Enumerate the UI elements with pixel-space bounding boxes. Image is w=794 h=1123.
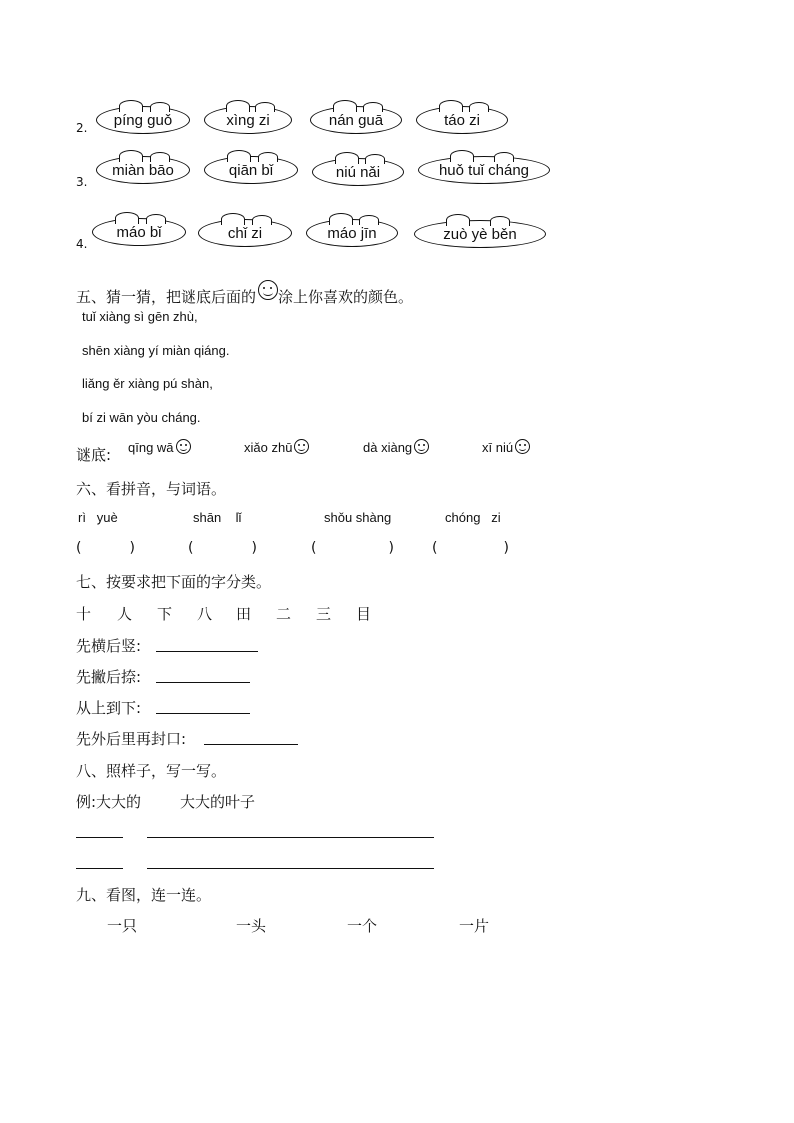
section-5-title	[76, 280, 413, 307]
section-5-title-end: 涂上你喜欢的颜色。	[278, 288, 414, 306]
smiley-icon	[258, 280, 278, 300]
pinyin-cloud: píng guǒ	[96, 106, 190, 134]
character: 三	[316, 605, 332, 623]
character: 二	[276, 605, 292, 623]
measure-word[interactable]: 一只	[107, 917, 138, 935]
character: 目	[356, 605, 372, 623]
character: 八	[197, 605, 213, 623]
smiley-icon[interactable]	[414, 439, 429, 454]
answer-blank[interactable]: ( )	[76, 540, 135, 556]
smiley-icon[interactable]	[294, 439, 309, 454]
answer-item: qīng wā	[128, 439, 191, 455]
example-label: 例:大大的	[76, 793, 142, 811]
measure-word[interactable]: 一个	[347, 917, 378, 935]
answer-line[interactable]	[76, 868, 123, 869]
pinyin-cloud: qiān bǐ	[204, 156, 298, 184]
answer-line[interactable]	[147, 837, 434, 838]
riddle-line: tuǐ xiàng sì gēn zhù,	[82, 309, 198, 324]
rule-label: 先横后竖:	[76, 637, 142, 655]
answer-item: xiǎo zhū	[244, 439, 309, 455]
smiley-icon[interactable]	[515, 439, 530, 454]
section-7-title: 七、按要求把下面的字分类。	[76, 573, 272, 591]
smiley-icon[interactable]	[176, 439, 191, 454]
answer-line[interactable]	[204, 744, 298, 745]
character: 人	[117, 605, 133, 623]
pinyin-cloud: nán guā	[310, 106, 402, 134]
row-number: 2.	[76, 121, 88, 135]
example-answer: 大大的叶子	[180, 793, 256, 811]
section-6-title: 六、看拼音，与词语。	[76, 480, 227, 498]
pinyin-cloud: xìng zi	[204, 106, 292, 134]
pinyin-prompt: chóng zi	[445, 510, 501, 525]
row-number: 4.	[76, 237, 88, 251]
section-9-title: 九、看图，连一连。	[76, 886, 212, 904]
pinyin-cloud: máo bǐ	[92, 218, 186, 246]
pinyin-cloud: zuò yè běn	[414, 220, 546, 248]
riddle-line: bí zi wān yòu cháng.	[82, 410, 201, 425]
character: 下	[157, 605, 173, 623]
answer-line[interactable]	[156, 713, 250, 714]
measure-word[interactable]: 一片	[459, 917, 490, 935]
answer-line[interactable]	[156, 651, 258, 652]
rule-label: 先外后里再封口:	[76, 730, 187, 748]
answer-blank[interactable]: ( )	[311, 540, 394, 556]
character: 十	[76, 605, 92, 623]
rule-label: 从上到下:	[76, 699, 142, 717]
pinyin-prompt: shān lǐ	[193, 510, 242, 525]
answer-blank[interactable]: ( )	[432, 540, 509, 556]
answer-line[interactable]	[156, 682, 250, 683]
riddle-line: shēn xiàng yí miàn qiáng.	[82, 343, 230, 358]
section-5-title-start: 五、猜一猜，把谜底后面的	[76, 288, 257, 306]
answer-blank[interactable]: ( )	[188, 540, 257, 556]
answer-label: 谜底:	[76, 446, 112, 464]
pinyin-cloud: máo jīn	[306, 219, 398, 247]
pinyin-cloud: miàn bāo	[96, 156, 190, 184]
measure-word[interactable]: 一头	[236, 917, 267, 935]
answer-item: dà xiàng	[363, 439, 429, 455]
answer-item: xī niú	[482, 439, 530, 455]
riddle-line: liǎng ěr xiàng pú shàn,	[82, 376, 213, 391]
answer-line[interactable]	[147, 868, 434, 869]
section-8-title: 八、照样子，写一写。	[76, 762, 227, 780]
pinyin-cloud: táo zi	[416, 106, 508, 134]
rule-label: 先撇后捺:	[76, 668, 142, 686]
pinyin-prompt: rì yuè	[78, 510, 118, 525]
character: 田	[236, 605, 252, 623]
row-number: 3.	[76, 175, 88, 189]
pinyin-cloud: niú nǎi	[312, 158, 404, 186]
answer-line[interactable]	[76, 837, 123, 838]
pinyin-cloud: huǒ tuǐ cháng	[418, 156, 550, 184]
pinyin-prompt: shǒu shàng	[324, 510, 392, 525]
pinyin-cloud: chǐ zi	[198, 219, 292, 247]
